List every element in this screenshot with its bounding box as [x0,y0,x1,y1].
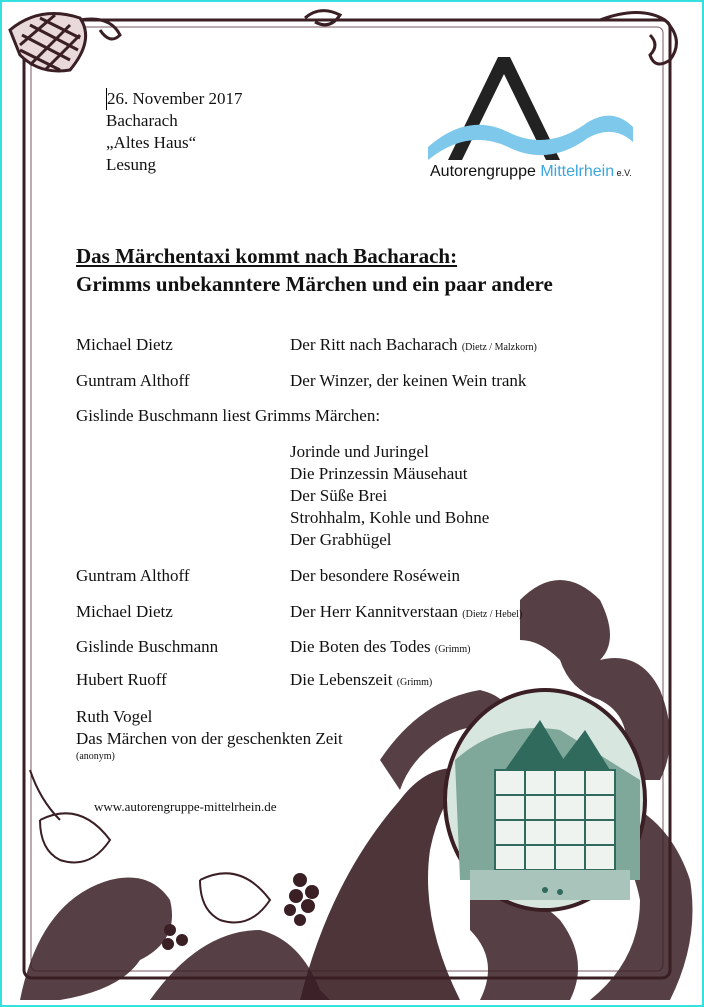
work-note: (Dietz / Malzkorn) [461,342,537,353]
page-title [76,242,553,298]
logo-text-suffix: e.V. [614,168,632,178]
work-title: Die Lebenszeit [290,670,397,689]
reader-name: Michael Dietz [76,335,173,354]
grimm-intro: Gislinde Buschmann liest Grimms Märchen: [76,406,381,425]
tale-item: Strohhalm, Kohle und Bohne [290,508,490,527]
lattice-ornament [10,14,120,71]
reader-name: Guntram Althoff [76,566,190,585]
reader-name: Guntram Althoff [76,371,190,390]
house-engraving [445,690,645,910]
website-link[interactable]: www.autorengruppe-mittelrhein.de [94,799,277,814]
title-line-1: Das Märchentaxi kommt nach Bacharach: [76,244,458,268]
title-line-2: Grimms unbekanntere Märchen und ein paar andere [76,272,553,296]
logo-text [430,163,632,181]
event-venue: „Altes Haus“ [106,133,197,152]
program-row [76,566,460,586]
work-title: Das Märchen von der geschenkten Zeit [76,729,343,748]
work-note: (Dietz / Hebel) [462,609,523,620]
final-program-item [76,706,343,764]
work-note: (anonym) [76,751,115,762]
work-title: Der Ritt nach Bacharach [290,335,462,354]
program-row [76,602,522,622]
work-title: Die Boten des Todes [290,637,435,656]
event-type: Lesung [106,155,157,174]
tale-item: Der Grabhügel [290,530,392,549]
program-row [76,335,537,355]
tale-item: Der Süße Brei [290,486,388,505]
tale-item: Die Prinzessin Mäusehaut [290,464,468,483]
tale-item: Jorinde und Juringel [290,442,429,461]
work-note: (Grimm) [434,644,471,655]
program-row [76,670,432,690]
event-info [106,88,243,176]
program-row [76,637,470,657]
logo-text-main: Autorengruppe [430,163,541,180]
reader-name: Michael Dietz [76,602,173,621]
work-title: Der besondere Roséwein [290,566,460,585]
program-row [76,371,526,391]
tale-list [290,441,489,551]
reader-name: Gislinde Buschmann [76,637,219,656]
logo-text-accent: Mittelrhein [540,163,615,180]
work-title: Der Herr Kannitverstaan [290,602,463,621]
work-note: (Grimm) [396,677,433,688]
reader-name: Ruth Vogel [76,707,153,726]
event-place: Bacharach [106,111,178,130]
work-title: Der Winzer, der keinen Wein trank [290,371,527,390]
reader-name: Hubert Ruoff [76,670,167,689]
event-date: 26. November 2017 [107,89,243,108]
